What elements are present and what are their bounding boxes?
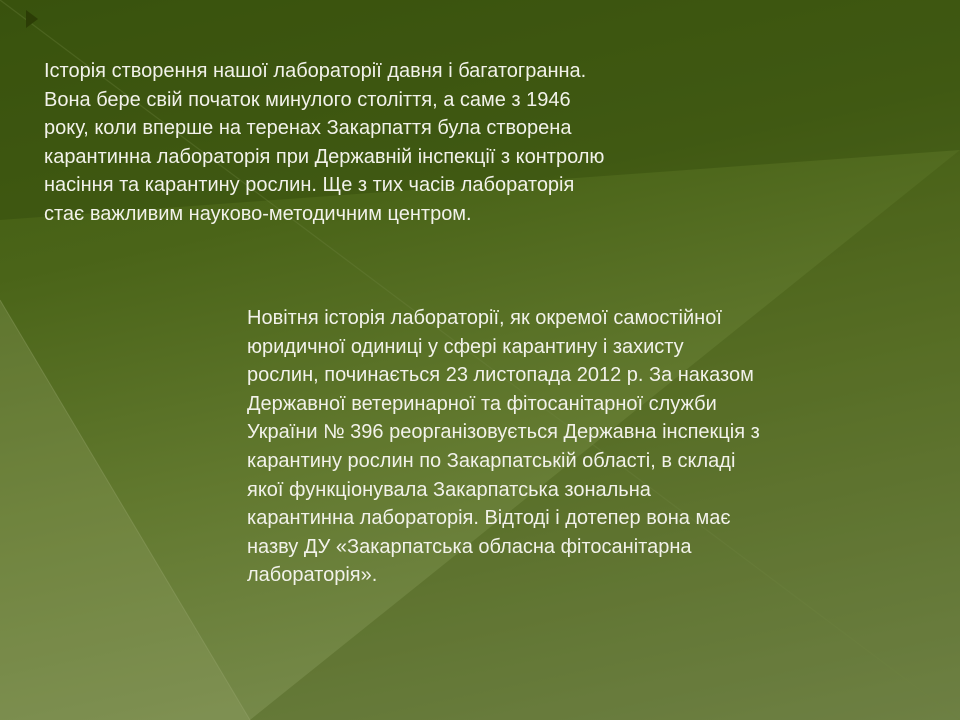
modern-history-paragraph: Новітня історія лабораторії, як окремої самостійної юридичної одиниці у сфері карантину і захисту рослин, починається 23 листопада 2012 р. За наказом Державної ветеринарної та фітосанітарної служби України № 396 реорганізовується Державна інспекція з карантину рослин по Закарпатській області, в складі якої функціонувала Закарпатська зональна карантинна лабораторія. Відтоді і дотепер вона має назву ДУ «Закарпатська обласна фітосанітарна лабораторія». [247,307,760,587]
history-paragraph: Історія створення нашої лабораторії давня і багатогранна. Вона бере свій початок минулого століття, а саме з 1946 року, коли вперше на теренах Закарпаття була створена карантинна лабораторія при Державній інспекції з контролю насіння та карантину рослин. Ще з тих часів лабораторія стає важливим науково-методичним центром. [44,60,605,225]
